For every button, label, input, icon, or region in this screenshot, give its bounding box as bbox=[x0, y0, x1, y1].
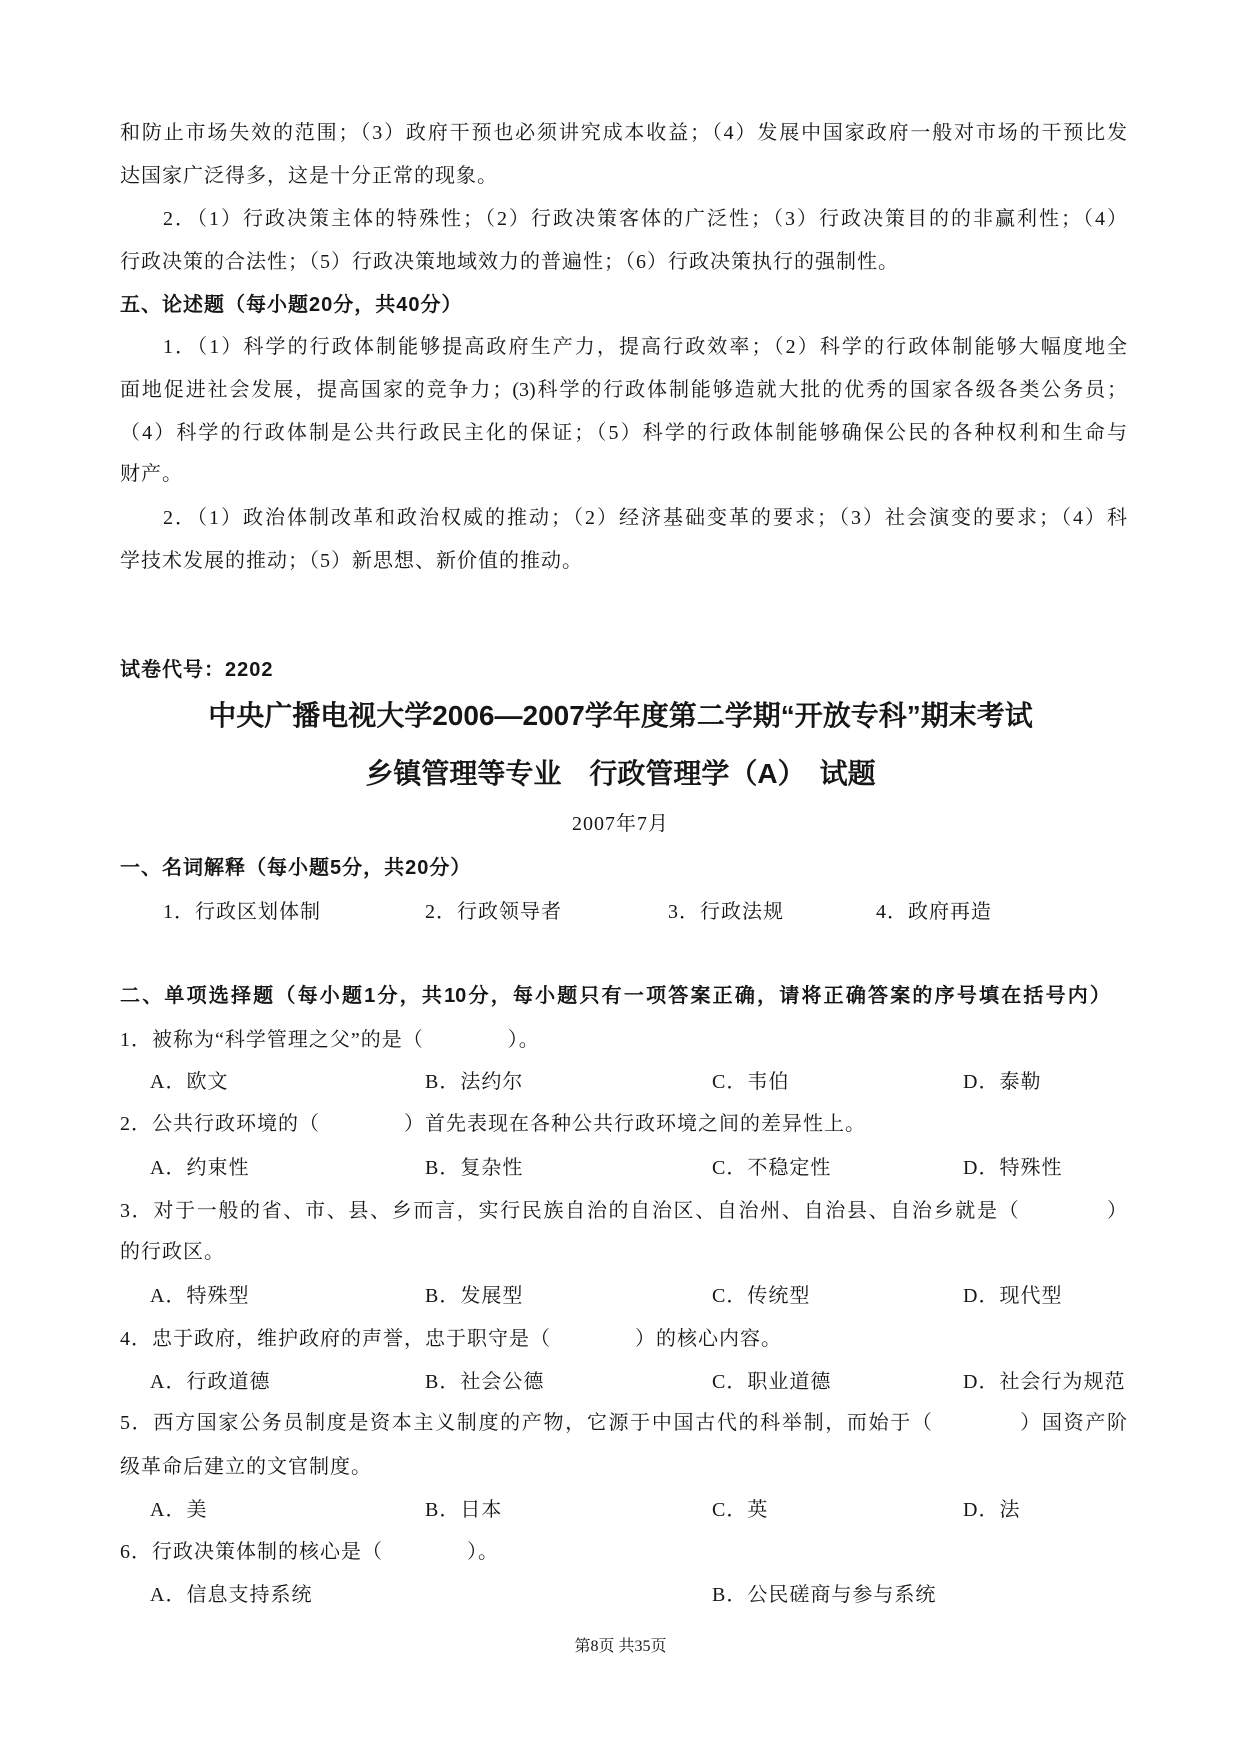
option-a: A．行政道德 bbox=[150, 1371, 271, 1393]
answer-line: 和防止市场失效的范围；（3）政府干预也必须讲究成本收益；（4）发展中国家政府一般对市场的干预比发 bbox=[120, 122, 1127, 144]
answer-line: 2．（1）行政决策主体的特殊性；（2）行政决策客体的广泛性；（3）行政决策目的的非赢利性；（4） bbox=[163, 208, 1127, 230]
option-d: D．法 bbox=[963, 1499, 1021, 1521]
option-d: D．社会行为规范 bbox=[963, 1371, 1126, 1393]
option-a: A．欧文 bbox=[150, 1071, 229, 1093]
option-c: C．职业道德 bbox=[712, 1371, 832, 1393]
choice-heading: 二、单项选择题（每小题1分，共10分，每小题只有一项答案正确，请将正确答案的序号填在括号内） bbox=[120, 985, 1110, 1007]
option-c: C．传统型 bbox=[712, 1285, 811, 1307]
option-b: B．复杂性 bbox=[425, 1157, 524, 1179]
essay-answer-line: 财产。 bbox=[120, 463, 183, 485]
option-d: D．特殊性 bbox=[963, 1157, 1063, 1179]
option-b: B．法约尔 bbox=[425, 1071, 524, 1093]
page-number: 第8页 共35页 bbox=[574, 1638, 667, 1655]
option-a: A．特殊型 bbox=[150, 1285, 250, 1307]
term-item: 4．政府再造 bbox=[876, 901, 992, 923]
option-a: A．美 bbox=[150, 1499, 208, 1521]
option-b: B．发展型 bbox=[425, 1285, 524, 1307]
essay-answer-line: 学技术发展的推动；（5）新思想、新价值的推动。 bbox=[120, 550, 583, 572]
option-b: B．社会公德 bbox=[425, 1371, 545, 1393]
option-d: D．泰勒 bbox=[963, 1071, 1042, 1093]
term-item: 2．行政领导者 bbox=[425, 901, 562, 923]
term-item: 3．行政法规 bbox=[668, 901, 784, 923]
option-a: A．信息支持系统 bbox=[150, 1584, 313, 1606]
option-b: B．日本 bbox=[425, 1499, 503, 1521]
question-stem: 4．忠于政府，维护政府的声誉，忠于职守是（ ）的核心内容。 bbox=[120, 1328, 782, 1350]
option-c: C．韦伯 bbox=[712, 1071, 790, 1093]
exam-date: 2007年7月 bbox=[572, 813, 669, 835]
answer-line: 行政决策的合法性；（5）行政决策地域效力的普遍性；（6）行政决策执行的强制性。 bbox=[120, 251, 899, 273]
question-stem: 2．公共行政环境的（ ）首先表现在各种公共行政环境之间的差异性上。 bbox=[120, 1113, 866, 1135]
essay-answer-line: 1．（1）科学的行政体制能够提高政府生产力，提高行政效率；（2）科学的行政体制能够大幅度地全 bbox=[163, 336, 1127, 358]
option-d: D．现代型 bbox=[963, 1285, 1063, 1307]
question-stem: 5．西方国家公务员制度是资本主义制度的产物，它源于中国古代的科举制，而始于（ ）国资产阶 bbox=[120, 1412, 1127, 1434]
question-stem: 1．被称为“科学管理之父”的是（ ）。 bbox=[120, 1029, 540, 1051]
exam-subtitle: 乡镇管理等专业 行政管理学（A） 试题 bbox=[365, 758, 876, 789]
exam-title: 中央广播电视大学2006—2007学年度第二学期“开放专科”期末考试 bbox=[208, 700, 1033, 731]
essay-answer-line: 2．（1）政治体制改革和政治权威的推动；（2）经济基础变革的要求；（3）社会演变的要求；（4）科 bbox=[163, 507, 1127, 529]
question-stem-continued: 级革命后建立的文官制度。 bbox=[120, 1456, 372, 1478]
question-stem: 3．对于一般的省、市、县、乡而言，实行民族自治的自治区、自治州、自治县、自治乡就是（ ） bbox=[120, 1200, 1127, 1222]
answer-line: 达国家广泛得多，这是十分正常的现象。 bbox=[120, 165, 498, 187]
option-c: C．英 bbox=[712, 1499, 769, 1521]
option-c: C．不稳定性 bbox=[712, 1157, 832, 1179]
essay-answer-line: 面地促进社会发展，提高国家的竞争力；(3)科学的行政体制能够造就大批的优秀的国家各级各类公务员； bbox=[120, 379, 1127, 401]
essay-heading: 五、论述题（每小题20分，共40分） bbox=[120, 294, 463, 316]
terms-heading: 一、名词解释（每小题5分，共20分） bbox=[120, 857, 472, 879]
question-stem: 6．行政决策体制的核心是（ ）。 bbox=[120, 1541, 499, 1563]
essay-answer-line: （4）科学的行政体制是公共行政民主化的保证；（5）科学的行政体制能够确保公民的各种权利和生命与 bbox=[120, 422, 1127, 444]
term-item: 1．行政区划体制 bbox=[163, 901, 321, 923]
option-b: B．公民磋商与参与系统 bbox=[712, 1584, 937, 1606]
option-a: A．约束性 bbox=[150, 1157, 250, 1179]
question-stem-continued: 的行政区。 bbox=[120, 1241, 225, 1263]
exam-code: 试卷代号：2202 bbox=[120, 659, 274, 681]
